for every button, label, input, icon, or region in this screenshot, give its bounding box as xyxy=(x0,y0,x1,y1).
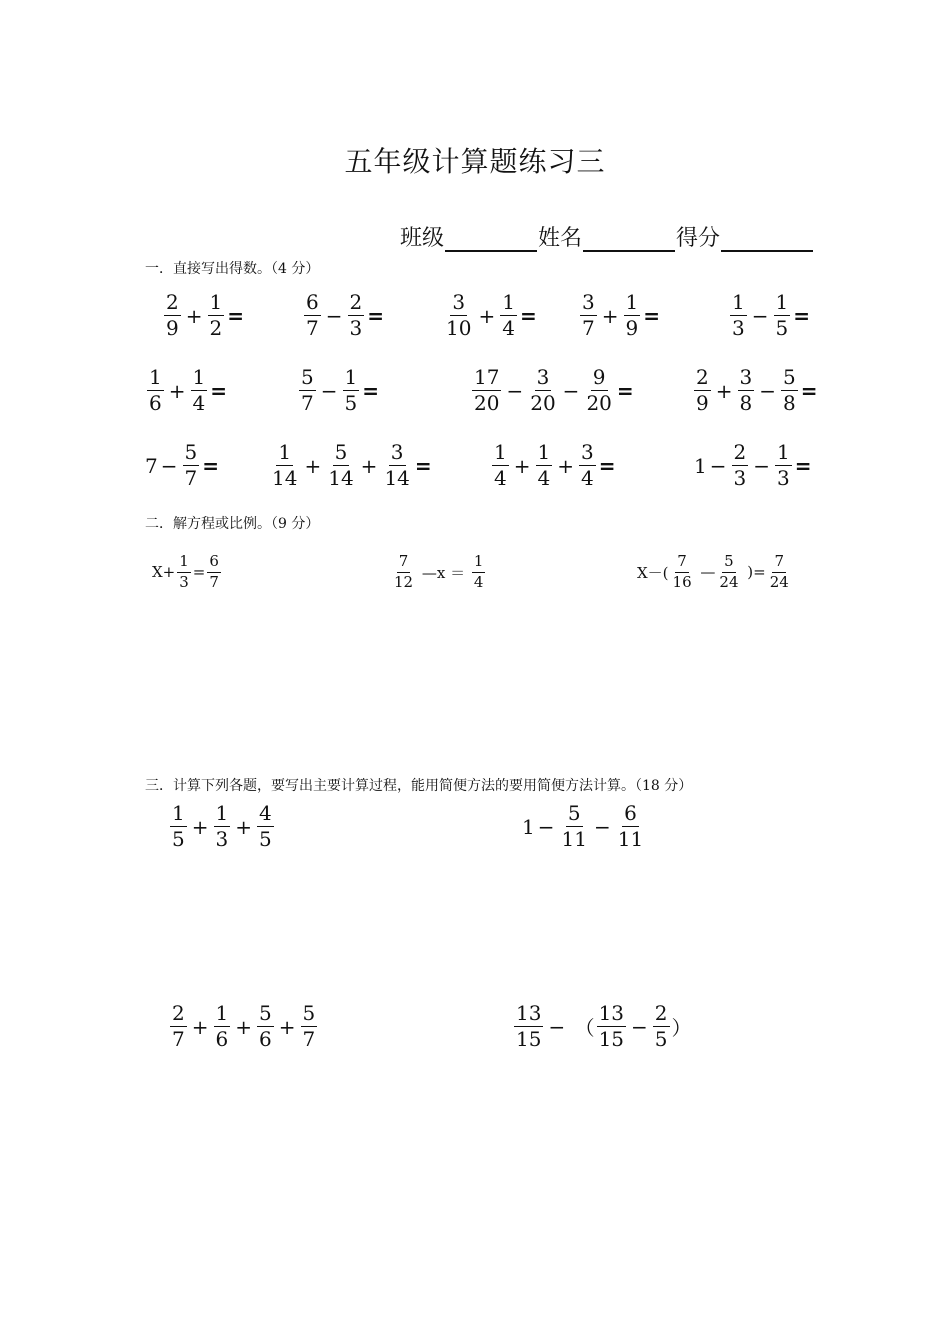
numerator: 7 xyxy=(397,554,411,573)
problem-3-1 xyxy=(145,442,219,489)
fraction xyxy=(270,442,299,489)
denominator: 11 xyxy=(561,827,587,851)
denominator: 20 xyxy=(586,391,612,415)
equals-sign: = xyxy=(598,453,616,478)
section-1-heading: 一．直接写出得数。（4 分） xyxy=(145,261,320,277)
operator: + xyxy=(715,378,733,403)
numerator: 1 xyxy=(215,801,229,825)
expression-text: 1 xyxy=(522,814,535,839)
problem-1-2 xyxy=(302,292,384,339)
equals-sign: = xyxy=(210,378,227,403)
fraction xyxy=(584,367,613,414)
numerator: 6 xyxy=(624,801,637,825)
equation-2 xyxy=(390,554,487,591)
equation-3 xyxy=(637,554,793,591)
numerator: 5 xyxy=(302,1001,316,1025)
section-2-heading: 二．解方程或比例。（9 分） xyxy=(145,516,320,532)
denominator: 9 xyxy=(696,391,709,415)
fraction xyxy=(326,442,355,489)
calc-2 xyxy=(522,803,647,850)
fraction xyxy=(717,554,740,591)
expression-text: = xyxy=(192,563,206,582)
denominator: 11 xyxy=(617,827,644,851)
expression-text: （ xyxy=(568,1016,595,1040)
numerator: 1 xyxy=(209,290,223,314)
fraction xyxy=(392,554,415,591)
problem-1-5 xyxy=(728,292,810,339)
denominator: 7 xyxy=(582,316,595,340)
expression-text: — xyxy=(695,563,716,582)
numerator: 1 xyxy=(149,365,162,389)
fraction xyxy=(472,367,501,414)
fraction xyxy=(492,442,509,489)
fraction xyxy=(514,1003,543,1050)
denominator: 20 xyxy=(530,391,556,415)
numerator: 2 xyxy=(654,1001,668,1025)
numerator: 1 xyxy=(502,290,515,314)
numerator: 2 xyxy=(733,440,747,464)
fraction xyxy=(301,1003,318,1050)
numerator: 7 xyxy=(772,554,786,573)
operator: + xyxy=(478,303,496,328)
equals-sign: = xyxy=(519,303,537,328)
denominator: 3 xyxy=(215,827,229,851)
numerator: 17 xyxy=(474,365,500,389)
fraction xyxy=(616,803,645,850)
numerator: 1 xyxy=(192,365,206,389)
fraction xyxy=(257,1003,274,1050)
score-blank[interactable] xyxy=(721,226,813,252)
numerator: 1 xyxy=(625,290,639,314)
class-label: 班级 xyxy=(400,226,445,251)
fraction xyxy=(382,442,411,489)
numerator: 2 xyxy=(349,290,363,314)
operator: − xyxy=(548,1014,566,1039)
operator: + xyxy=(191,814,209,839)
numerator: 13 xyxy=(516,1001,542,1025)
expression-text: 1 xyxy=(694,453,707,478)
numerator: 2 xyxy=(172,1001,185,1025)
expression-text: 7 xyxy=(145,453,158,478)
operator: − xyxy=(709,453,727,478)
denominator: 3 xyxy=(179,572,189,591)
fraction xyxy=(191,367,208,414)
denominator: 2 xyxy=(209,316,223,340)
denominator: 14 xyxy=(328,466,354,490)
calc-1 xyxy=(168,803,276,850)
operator: + xyxy=(235,814,252,839)
equals-sign: = xyxy=(202,453,219,478)
denominator: 6 xyxy=(149,391,162,415)
problem-2-3 xyxy=(470,367,634,414)
problem-2-4 xyxy=(692,367,818,414)
equals-sign: = xyxy=(800,378,818,403)
denominator: 7 xyxy=(306,316,319,340)
numerator: 3 xyxy=(536,365,550,389)
denominator: 4 xyxy=(581,466,594,490)
fraction xyxy=(774,292,791,339)
fraction xyxy=(214,1003,231,1050)
numerator: 1 xyxy=(172,801,185,825)
equation-1 xyxy=(152,554,223,591)
numerator: 5 xyxy=(783,365,796,389)
score-label: 得分 xyxy=(676,226,721,251)
fraction xyxy=(653,1003,670,1050)
numerator: 3 xyxy=(739,365,753,389)
fraction xyxy=(348,292,365,339)
fraction xyxy=(768,554,791,591)
numerator: 3 xyxy=(581,440,594,464)
problem-1-4 xyxy=(578,292,660,339)
fraction xyxy=(579,442,596,489)
operator: − xyxy=(759,378,776,403)
equals-sign: = xyxy=(414,453,432,478)
operator: − xyxy=(537,814,555,839)
numerator: 5 xyxy=(722,554,736,573)
fraction xyxy=(257,803,274,850)
problem-1-1 xyxy=(162,292,244,339)
numerator: 3 xyxy=(390,440,404,464)
name-label: 姓名 xyxy=(538,226,583,251)
denominator: 5 xyxy=(259,827,272,851)
numerator: 6 xyxy=(306,290,319,314)
denominator: 9 xyxy=(166,316,179,340)
denominator: 5 xyxy=(654,1027,668,1051)
numerator: 1 xyxy=(177,554,191,573)
fraction xyxy=(170,1003,187,1050)
denominator: 16 xyxy=(672,572,692,591)
numerator: 1 xyxy=(775,290,789,314)
problem-3-3 xyxy=(490,442,616,489)
numerator: 2 xyxy=(166,290,179,314)
equals-sign: = xyxy=(367,303,384,328)
fraction xyxy=(775,442,792,489)
numerator: 1 xyxy=(777,440,790,464)
fraction xyxy=(732,442,749,489)
operator: − xyxy=(325,303,343,328)
numerator: 5 xyxy=(567,801,581,825)
numerator: 5 xyxy=(259,1001,272,1025)
denominator: 4 xyxy=(192,391,206,415)
numerator: 7 xyxy=(675,554,689,573)
denominator: 14 xyxy=(272,466,298,490)
numerator: 13 xyxy=(598,1001,625,1025)
numerator: 9 xyxy=(592,365,606,389)
name-blank[interactable] xyxy=(583,226,675,252)
fraction xyxy=(738,367,755,414)
numerator: 1 xyxy=(344,365,358,389)
operator: + xyxy=(235,1014,252,1039)
expression-text: X+ xyxy=(152,563,176,582)
equals-sign: = xyxy=(616,378,634,403)
numerator: 1 xyxy=(278,440,292,464)
numerator: 4 xyxy=(259,801,272,825)
fraction xyxy=(671,554,694,591)
equals-sign: = xyxy=(227,303,244,328)
denominator: 24 xyxy=(769,572,789,591)
denominator: 24 xyxy=(719,572,739,591)
fraction xyxy=(304,292,321,339)
operator: + xyxy=(278,1014,296,1039)
denominator: 7 xyxy=(301,391,314,415)
denominator: 4 xyxy=(537,466,551,490)
expression-text: ） xyxy=(671,1016,692,1040)
denominator: 3 xyxy=(777,466,790,490)
fraction xyxy=(500,292,517,339)
denominator: 7 xyxy=(209,572,219,591)
denominator: 5 xyxy=(775,316,789,340)
numerator: 1 xyxy=(494,440,507,464)
denominator: 14 xyxy=(384,466,410,490)
numerator: 5 xyxy=(334,440,348,464)
fraction xyxy=(624,292,641,339)
problem-3-2 xyxy=(268,442,432,489)
fraction xyxy=(597,1003,626,1050)
fraction xyxy=(207,554,221,591)
fraction xyxy=(781,367,798,414)
operator: − xyxy=(631,1014,648,1039)
fraction xyxy=(177,554,191,591)
equals-sign: = xyxy=(362,378,379,403)
numerator: 1 xyxy=(537,440,551,464)
fraction xyxy=(730,292,747,339)
numerator: 3 xyxy=(452,290,466,314)
numerator: 3 xyxy=(582,290,595,314)
denominator: 5 xyxy=(172,827,185,851)
denominator: 5 xyxy=(344,391,358,415)
fraction xyxy=(580,292,597,339)
denominator: 20 xyxy=(474,391,500,415)
operator: − xyxy=(160,453,178,478)
operator: + xyxy=(513,453,531,478)
operator: − xyxy=(593,814,611,839)
operator: + xyxy=(360,453,378,478)
numerator: 6 xyxy=(207,554,221,573)
expression-text: —x ＝ xyxy=(417,563,470,582)
denominator: 4 xyxy=(494,466,507,490)
denominator: 4 xyxy=(502,316,515,340)
fraction xyxy=(343,367,360,414)
denominator: 7 xyxy=(302,1027,316,1051)
fraction xyxy=(444,292,473,339)
denominator: 8 xyxy=(739,391,753,415)
numerator: 5 xyxy=(184,440,198,464)
operator: + xyxy=(168,378,186,403)
fraction xyxy=(472,554,486,591)
operator: + xyxy=(601,303,619,328)
denominator: 4 xyxy=(473,572,484,591)
numerator: 2 xyxy=(696,365,709,389)
calc-3 xyxy=(168,1003,319,1050)
equals-sign: = xyxy=(793,303,810,328)
problem-2-1 xyxy=(145,367,227,414)
denominator: 3 xyxy=(733,466,747,490)
numerator: 5 xyxy=(301,365,314,389)
denominator: 9 xyxy=(625,316,639,340)
class-blank[interactable] xyxy=(445,226,537,252)
equals-sign: = xyxy=(794,453,812,478)
numerator: 1 xyxy=(472,554,486,573)
fraction xyxy=(528,367,557,414)
operator: − xyxy=(320,378,338,403)
operator: + xyxy=(304,453,322,478)
problem-1-3 xyxy=(442,292,537,339)
denominator: 6 xyxy=(215,1027,229,1051)
calc-4 xyxy=(512,1003,692,1050)
fraction xyxy=(164,292,181,339)
fraction xyxy=(214,803,231,850)
fraction xyxy=(183,442,200,489)
denominator: 3 xyxy=(349,316,363,340)
student-info xyxy=(400,221,814,252)
denominator: 12 xyxy=(394,572,414,591)
fraction xyxy=(694,367,711,414)
operator: + xyxy=(191,1014,209,1039)
operator: − xyxy=(753,453,770,478)
denominator: 6 xyxy=(259,1027,272,1051)
fraction xyxy=(208,292,225,339)
fraction xyxy=(170,803,187,850)
equals-sign: = xyxy=(643,303,660,328)
fraction xyxy=(536,442,553,489)
fraction xyxy=(147,367,164,414)
denominator: 10 xyxy=(446,316,472,340)
expression-text: X－( xyxy=(637,563,669,582)
fraction xyxy=(560,803,589,850)
denominator: 8 xyxy=(783,391,796,415)
operator: + xyxy=(185,303,203,328)
denominator: 15 xyxy=(516,1027,542,1051)
problem-2-2 xyxy=(297,367,379,414)
section-3-heading: 三．计算下列各题，要写出主要计算过程，能用简便方法的要用简便方法计算。（18 分） xyxy=(145,778,693,794)
denominator: 3 xyxy=(732,316,745,340)
fraction xyxy=(299,367,316,414)
denominator: 7 xyxy=(172,1027,185,1051)
expression-text: )= xyxy=(742,563,766,582)
denominator: 7 xyxy=(184,466,198,490)
numerator: 1 xyxy=(215,1001,229,1025)
numerator: 1 xyxy=(732,290,745,314)
operator: − xyxy=(562,378,580,403)
operator: − xyxy=(751,303,769,328)
problem-3-4 xyxy=(694,442,812,489)
page-title: 五年级计算题练习三 xyxy=(344,145,606,178)
denominator: 15 xyxy=(598,1027,625,1051)
operator: + xyxy=(557,453,574,478)
operator: − xyxy=(506,378,524,403)
